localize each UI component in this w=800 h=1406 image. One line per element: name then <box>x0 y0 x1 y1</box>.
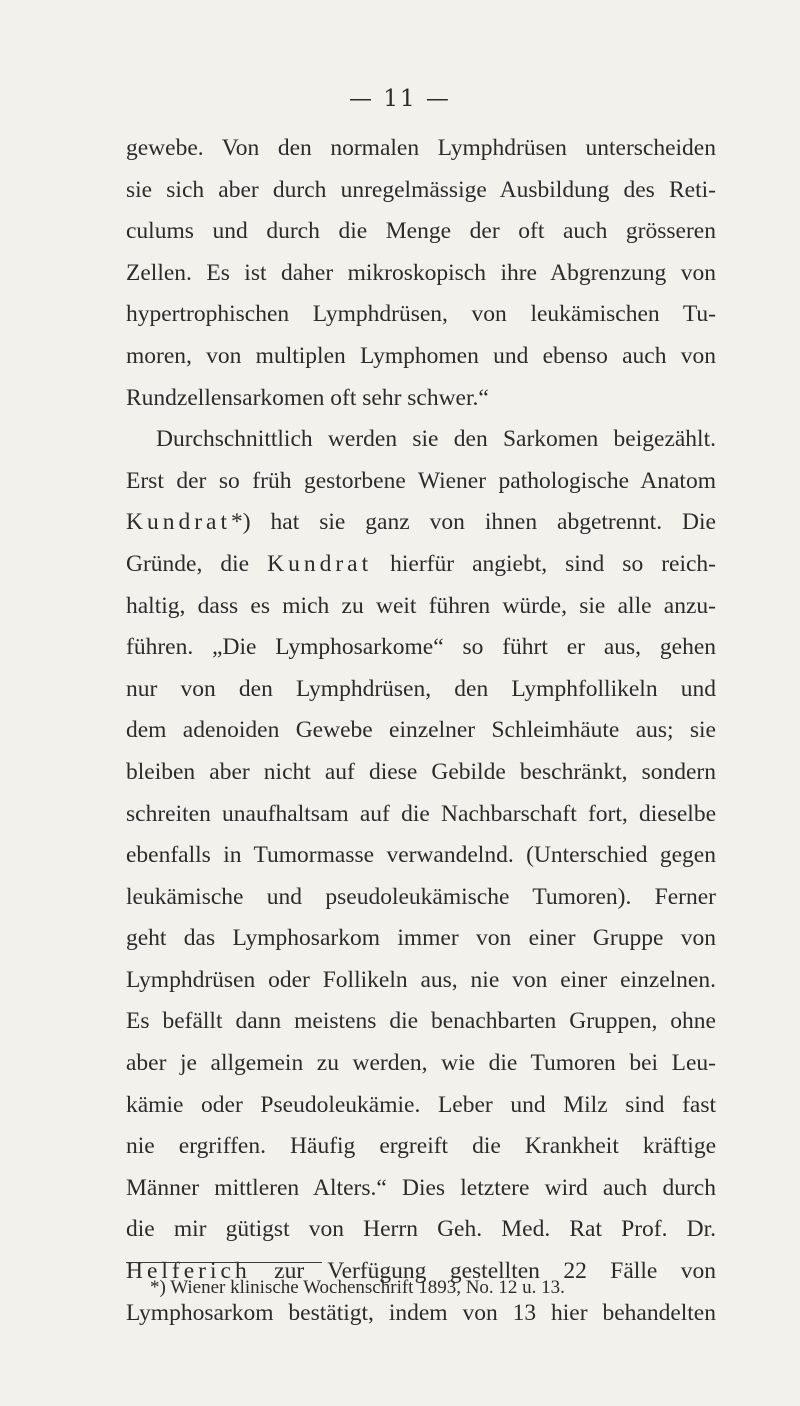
text-line: schreiten unaufhaltsam auf die Nachbarschaft fort, dieselbe <box>126 800 716 827</box>
text-segment: zur Verfügung gestellten 22 Fälle von <box>250 1258 716 1285</box>
text-line: gewebe. Von den normalen Lymphdrüsen unterscheiden <box>126 135 716 161</box>
text-line: Erst der so früh gestorbene Wiener pathologische Anatom <box>126 467 716 494</box>
text-line: dem adenoiden Gewebe einzelner Schleimhäute aus; sie <box>126 717 716 744</box>
text-line: führen. „Die Lymphosarkome“ so führt er aus, gehen <box>126 634 716 661</box>
text-line: sie sich aber durch unregelmässige Ausbildung des Reti- <box>126 176 716 203</box>
text-segment: Gründe, die <box>126 550 268 577</box>
text-line: Männer mittleren Alters.“ Dies letztere wird auch durch <box>126 1174 716 1201</box>
text-line: die mir gütigst von Herrn Geh. Med. Rat Prof. Dr. <box>126 1216 716 1243</box>
spaced-name: Kundrat <box>126 509 232 536</box>
text-line: Durchschnittlich werden sie den Sarkomen beigezählt. <box>156 426 716 453</box>
spaced-name: Kundrat <box>267 550 373 577</box>
body-text <box>126 128 716 1334</box>
text-segment: hierfür angiebt, sind so reich- <box>372 550 717 577</box>
text-line <box>126 544 716 586</box>
text-line: haltig, dass es mich zu weit führen würde, sie alle anzu- <box>126 592 716 619</box>
text-line: nie ergriffen. Häufig ergreift die Krankheit kräftige <box>126 1133 716 1160</box>
text-line: ebenfalls in Tumormasse verwandelnd. (Unterschied gegen <box>126 842 716 869</box>
text-line: Zellen. Es ist daher mikroskopisch ihre Abgrenzung von <box>126 259 716 286</box>
text-line: culums und durch die Menge der oft auch grösseren <box>126 218 716 245</box>
page-number: — 11 — <box>349 86 451 112</box>
text-line: bleiben aber nicht auf diese Gebilde beschränkt, sondern <box>126 758 716 785</box>
spaced-name: Helferich <box>126 1258 251 1285</box>
text-segment: *) hat sie ganz von ihnen abgetrennt. Die <box>231 509 716 536</box>
footnote: *) Wiener klinische Wochenschrift 1893, No. 12 u. 13. <box>150 1277 565 1298</box>
text-line: Lymphosarkom bestätigt, indem von 13 hier behandelten <box>126 1299 716 1326</box>
text-line: nur von den Lymphdrüsen, den Lymphfollikeln und <box>126 675 716 702</box>
text-line: hypertrophischen Lymphdrüsen, von leukämischen Tu- <box>126 301 716 328</box>
text-line: aber je allgemein zu werden, wie die Tumoren bei Leu- <box>126 1050 716 1077</box>
text-line <box>126 502 716 544</box>
text-line: Lymphdrüsen oder Follikeln aus, nie von einer einzelnen. <box>126 966 716 993</box>
text-line: geht das Lymphosarkom immer von einer Gruppe von <box>126 925 716 952</box>
text-line: Es befällt dann meistens die benachbarten Gruppen, ohne <box>126 1008 716 1035</box>
text-line: moren, von multiplen Lymphomen und ebenso auch von <box>126 342 716 369</box>
text-line: Rundzellensarkomen oft sehr schwer.“ <box>126 384 489 411</box>
text-line: kämie oder Pseudoleukämie. Leber und Milz sind fast <box>126 1091 716 1118</box>
text-line: leukämische und pseudoleukämische Tumoren). Ferner <box>126 883 716 910</box>
footnote-rule <box>126 1262 322 1263</box>
